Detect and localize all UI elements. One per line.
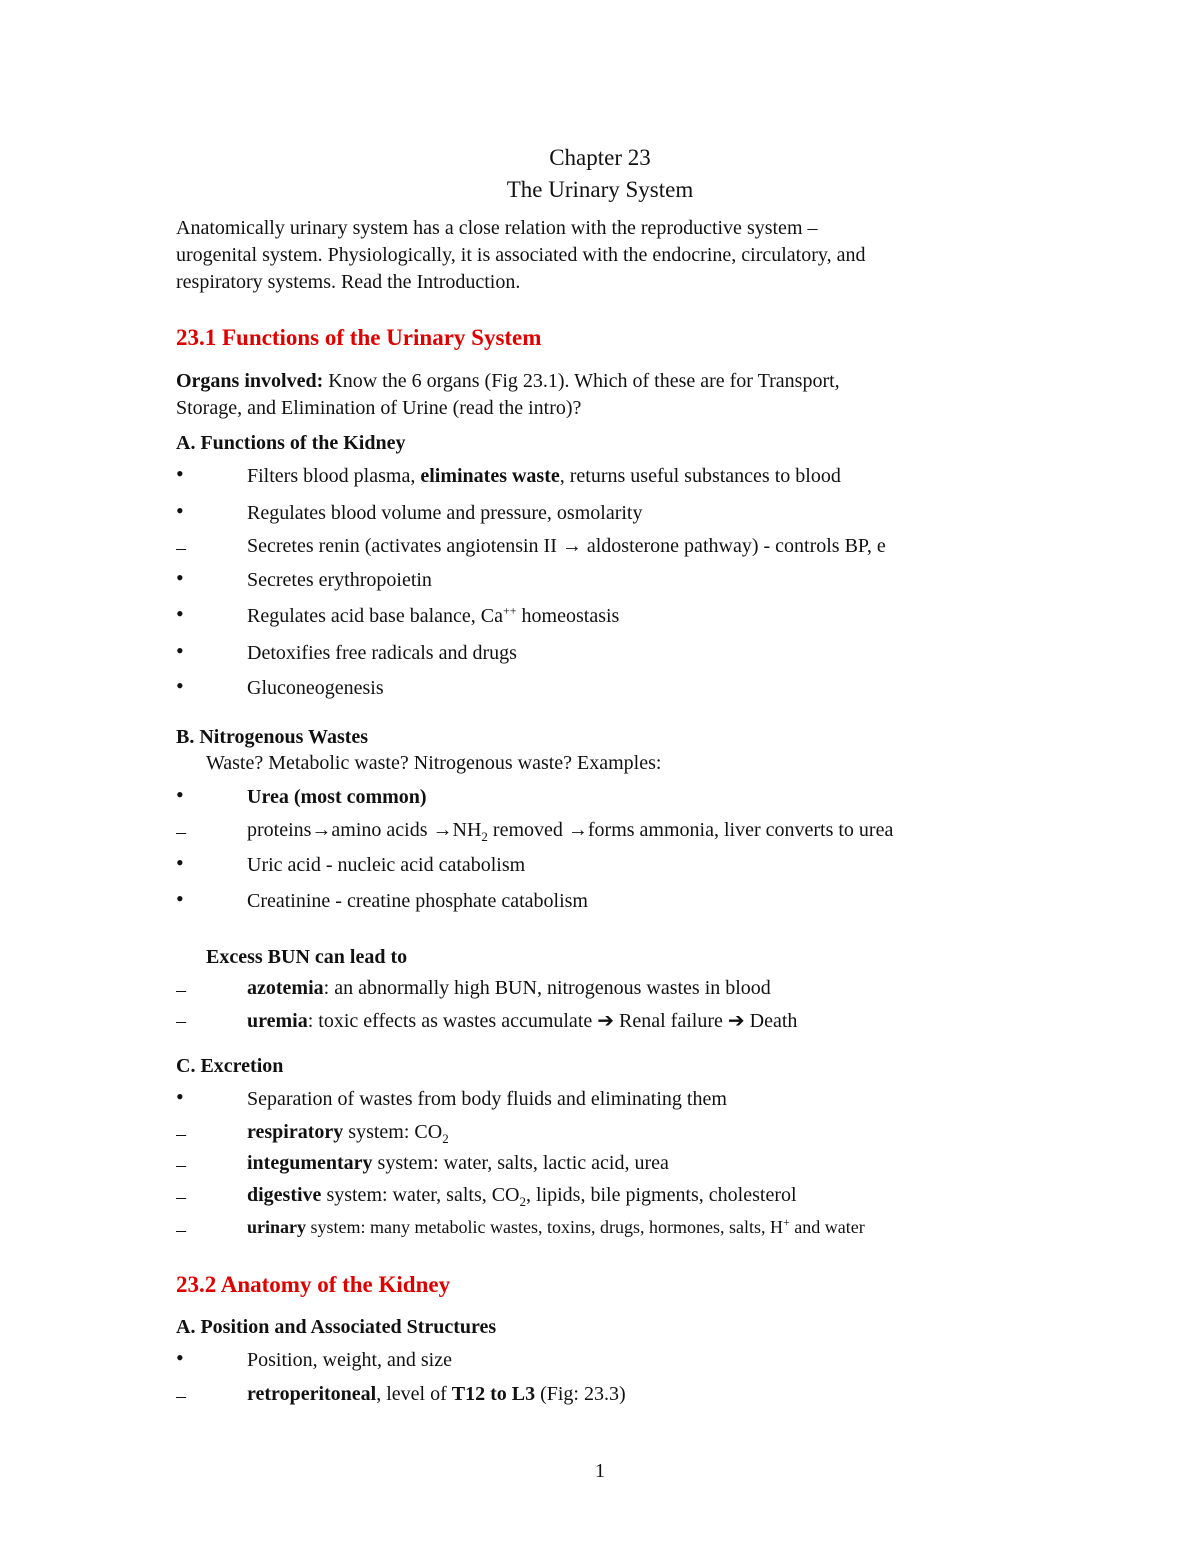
item-text: removed →forms ammonia, liver converts to urea bbox=[487, 819, 894, 841]
item-text: Death bbox=[744, 1010, 798, 1032]
dash-marker: – bbox=[176, 821, 186, 843]
dash-marker: – bbox=[176, 537, 186, 559]
dash-marker: – bbox=[176, 1385, 186, 1407]
organs-paragraph bbox=[176, 368, 1016, 422]
item-text-bold: azotemia bbox=[247, 977, 324, 999]
superscript: + bbox=[782, 1217, 790, 1229]
section-heading-23-2: 23.2 Anatomy of the Kidney bbox=[176, 1272, 451, 1297]
list-item bbox=[176, 677, 1006, 705]
list-item bbox=[176, 605, 1006, 633]
item-text: system: CO bbox=[343, 1121, 443, 1143]
organs-label: Organs involved: bbox=[176, 370, 324, 392]
dash-marker: – bbox=[176, 1010, 186, 1032]
list-item bbox=[176, 977, 1006, 1005]
chapter-title: The Urinary System bbox=[506, 177, 694, 202]
item-text: Creatinine - creatine phosphate catabolism bbox=[247, 890, 588, 912]
item-text-bold: Urea (most common) bbox=[247, 786, 427, 808]
item-text-bold: urinary bbox=[247, 1217, 307, 1237]
list-item bbox=[176, 642, 1006, 670]
bullet-marker: • bbox=[176, 786, 184, 807]
item-text: : toxic effects as wastes accumulate bbox=[307, 1010, 598, 1032]
list-item bbox=[176, 535, 1006, 563]
bullet-marker: • bbox=[176, 1088, 184, 1109]
bullet-marker: • bbox=[176, 1349, 184, 1370]
superscript: ++ bbox=[503, 605, 517, 618]
organs-text: Know the 6 organs (Fig 23.1). Which of these are for Transport, bbox=[323, 370, 840, 392]
intro-line: urogenital system. Physiologically, it is associated with the endocrine, circulatory, and bbox=[176, 244, 866, 266]
bullet-marker: • bbox=[176, 854, 184, 875]
list-item bbox=[176, 1217, 1006, 1245]
list-item bbox=[176, 854, 1006, 882]
item-text: : an abnormally high BUN, nitrogenous wastes in blood bbox=[323, 977, 771, 999]
item-text: Detoxifies free radicals and drugs bbox=[247, 642, 517, 664]
dash-marker: – bbox=[176, 979, 186, 1001]
item-text-bold: retroperitoneal bbox=[247, 1383, 377, 1405]
subheading-nitrogenous-wastes: B. Nitrogenous Wastes bbox=[176, 726, 369, 748]
list-item bbox=[176, 819, 1006, 847]
bullet-marker: • bbox=[176, 677, 184, 698]
item-text: Regulates acid base balance, Ca bbox=[247, 605, 503, 627]
dash-marker: – bbox=[176, 1186, 186, 1208]
list-item bbox=[176, 502, 1006, 530]
chapter-number: Chapter 23 bbox=[549, 145, 651, 170]
nitrogenous-intro: Waste? Metabolic waste? Nitrogenous waste? Examples: bbox=[206, 752, 662, 774]
item-text: and water bbox=[789, 1217, 865, 1237]
item-text: system: many metabolic wastes, toxins, drugs, hormones, salts, H bbox=[306, 1217, 783, 1237]
item-text: Regulates blood volume and pressure, osmolarity bbox=[247, 502, 643, 524]
subscript: 2 bbox=[442, 1131, 449, 1146]
item-text: system: water, salts, lactic acid, urea bbox=[372, 1152, 669, 1174]
item-text: , lipids, bile pigments, cholesterol bbox=[526, 1184, 797, 1206]
list-item bbox=[176, 786, 1006, 814]
item-text: (Fig: 23.3) bbox=[535, 1383, 626, 1405]
item-text: , level of bbox=[376, 1383, 452, 1405]
item-text: homeostasis bbox=[516, 605, 620, 627]
subheading-excretion: C. Excretion bbox=[176, 1055, 284, 1077]
subheading-position-structures: A. Position and Associated Structures bbox=[176, 1316, 497, 1338]
list-item bbox=[176, 1088, 1006, 1116]
bullet-marker: • bbox=[176, 502, 184, 523]
item-text-bold: respiratory bbox=[247, 1121, 344, 1143]
list-item bbox=[176, 1152, 1006, 1180]
bullet-marker: • bbox=[176, 465, 184, 486]
item-text-bold: uremia bbox=[247, 1010, 308, 1032]
bullet-marker: • bbox=[176, 569, 184, 590]
intro-line: respiratory systems. Read the Introduction. bbox=[176, 271, 521, 293]
page-number: 1 bbox=[595, 1460, 605, 1482]
intro-paragraph bbox=[176, 215, 1016, 296]
list-item bbox=[176, 1008, 1006, 1036]
item-text: proteins→amino acids →NH bbox=[247, 819, 482, 841]
item-text-bold: eliminates waste bbox=[420, 465, 560, 487]
item-text: system: water, salts, CO bbox=[321, 1184, 520, 1206]
list-item bbox=[176, 1383, 1006, 1411]
list-item bbox=[176, 890, 1006, 918]
item-text: Uric acid - nucleic acid catabolism bbox=[247, 854, 526, 876]
list-item bbox=[176, 1121, 1006, 1149]
organs-text: Storage, and Elimination of Urine (read the intro)? bbox=[176, 397, 582, 419]
item-text: Filters blood plasma, bbox=[247, 465, 421, 487]
item-text: , returns useful substances to blood bbox=[559, 465, 841, 487]
list-item bbox=[176, 465, 1006, 493]
item-text-bold: digestive bbox=[247, 1184, 322, 1206]
subscript: 2 bbox=[481, 829, 488, 844]
item-text: Gluconeogenesis bbox=[247, 677, 384, 699]
subheading-excess-bun: Excess BUN can lead to bbox=[206, 946, 408, 968]
arrow-right-icon: ➔ bbox=[727, 1010, 745, 1032]
item-text-bold: T12 to L3 bbox=[451, 1383, 536, 1405]
dash-marker: – bbox=[176, 1219, 186, 1241]
section-heading-23-1: 23.1 Functions of the Urinary System bbox=[176, 325, 542, 350]
dash-marker: – bbox=[176, 1123, 186, 1145]
list-item bbox=[176, 1349, 1006, 1377]
list-item bbox=[176, 569, 1006, 597]
list-item bbox=[176, 1184, 1006, 1212]
bullet-marker: • bbox=[176, 642, 184, 663]
dash-marker: – bbox=[176, 1154, 186, 1176]
item-text: Renal failure bbox=[614, 1010, 728, 1032]
item-text: Secretes renin (activates angiotensin II → aldosterone pathway) - controls BP, e bbox=[247, 535, 886, 557]
item-text-bold: integumentary bbox=[247, 1152, 373, 1174]
subheading-functions-of-kidney: A. Functions of the Kidney bbox=[176, 432, 406, 454]
item-text: Secretes erythropoietin bbox=[247, 569, 432, 591]
subscript: 2 bbox=[519, 1194, 527, 1209]
bullet-marker: • bbox=[176, 890, 184, 911]
arrow-right-icon: ➔ bbox=[597, 1010, 615, 1032]
intro-line: Anatomically urinary system has a close relation with the reproductive system – bbox=[176, 217, 818, 239]
item-text: Separation of wastes from body fluids and eliminating them bbox=[247, 1088, 727, 1110]
item-text: Position, weight, and size bbox=[247, 1349, 452, 1371]
bullet-marker: • bbox=[176, 605, 184, 626]
